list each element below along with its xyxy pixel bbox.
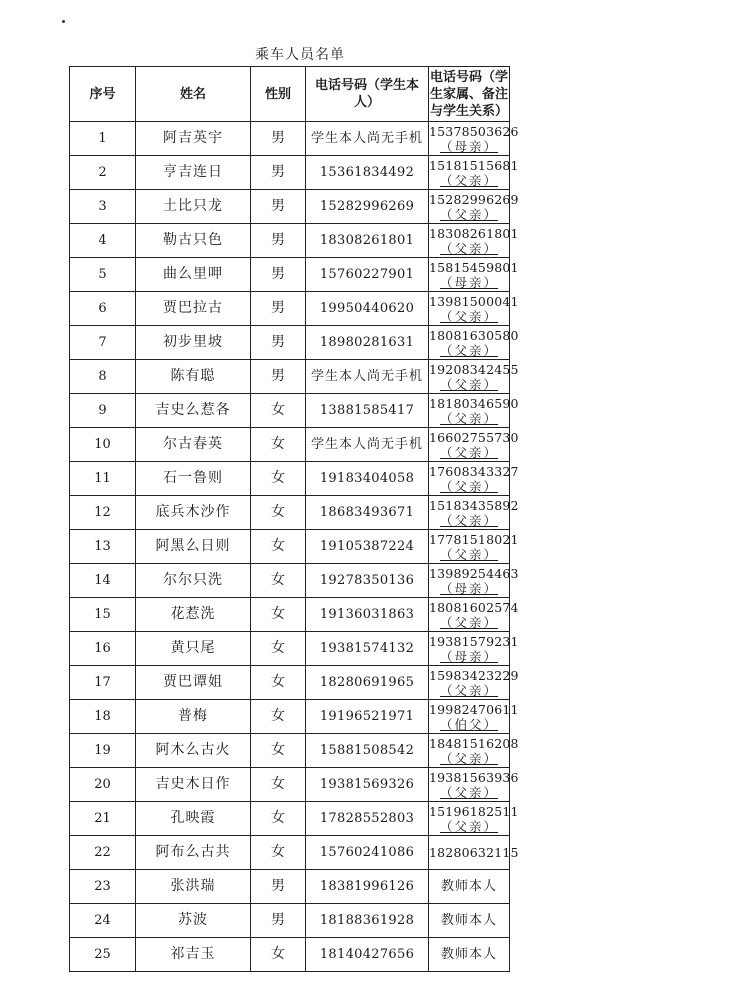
row-name: 孔映霞 xyxy=(136,802,251,836)
guardian-relation: （父亲） xyxy=(439,410,498,426)
row-index: 9 xyxy=(70,394,136,428)
row-name: 贾巴谭姐 xyxy=(136,666,251,700)
row-name: 亨吉连日 xyxy=(136,156,251,190)
row-gender: 女 xyxy=(251,428,306,462)
row-phone: 19381569326 xyxy=(306,768,429,802)
table-row xyxy=(70,598,510,632)
row-index: 2 xyxy=(70,156,136,190)
row-index: 20 xyxy=(70,768,136,802)
guardian-phone-number: 18280632115 xyxy=(429,845,519,860)
row-gender: 男 xyxy=(251,190,306,224)
guardian-relation: （母亲） xyxy=(439,648,498,664)
row-index: 13 xyxy=(70,530,136,564)
header-name: 姓名 xyxy=(136,67,251,122)
row-index: 5 xyxy=(70,258,136,292)
row-guardian-phone xyxy=(429,632,519,666)
row-index: 11 xyxy=(70,462,136,496)
row-phone: 19381574132 xyxy=(306,632,429,666)
guardian-phone-number: 15378503626 xyxy=(429,123,519,139)
table-row xyxy=(70,292,510,326)
row-index: 23 xyxy=(70,870,136,904)
row-gender: 男 xyxy=(251,156,306,190)
row-gender: 女 xyxy=(251,836,306,870)
row-name: 石一鲁则 xyxy=(136,462,251,496)
row-gender: 女 xyxy=(251,802,306,836)
row-name: 贾巴拉古 xyxy=(136,292,251,326)
header-phone-guardian: 电话号码（学生家属、备注与学生关系） xyxy=(429,67,510,122)
row-gender: 女 xyxy=(251,394,306,428)
row-gender: 男 xyxy=(251,360,306,394)
row-phone: 18381996126 xyxy=(306,870,429,904)
row-gender: 女 xyxy=(251,632,306,666)
row-gender: 女 xyxy=(251,530,306,564)
row-guardian-phone xyxy=(429,224,519,258)
row-name: 勒古只色 xyxy=(136,224,251,258)
guardian-phone-number: 19208342455 xyxy=(429,361,519,377)
row-guardian-phone xyxy=(429,292,519,326)
row-index: 14 xyxy=(70,564,136,598)
guardian-phone-number: 15183435892 xyxy=(429,497,519,513)
row-name: 张洪瑞 xyxy=(136,870,251,904)
table-row xyxy=(70,394,510,428)
guardian-relation: （父亲） xyxy=(439,308,498,324)
row-phone: 15881508542 xyxy=(306,734,429,768)
guardian-phone-number: 教师本人 xyxy=(440,913,497,928)
guardian-relation: （父亲） xyxy=(439,444,498,460)
row-gender: 男 xyxy=(251,326,306,360)
table-row xyxy=(70,666,510,700)
passenger-table xyxy=(69,66,519,972)
guardian-relation: （伯父） xyxy=(439,716,498,732)
guardian-phone-number: 19381579231 xyxy=(429,633,519,649)
table-row xyxy=(70,632,510,666)
row-guardian-phone xyxy=(429,768,519,802)
row-phone: 18308261801 xyxy=(306,224,429,258)
row-phone: 19278350136 xyxy=(306,564,429,598)
guardian-relation: （父亲） xyxy=(439,376,498,392)
row-index: 19 xyxy=(70,734,136,768)
guardian-relation: （父亲） xyxy=(439,546,498,562)
table-row xyxy=(70,122,510,156)
row-index: 16 xyxy=(70,632,136,666)
row-phone: 学生本人尚无手机 xyxy=(306,428,429,462)
table-row xyxy=(70,258,510,292)
row-gender: 男 xyxy=(251,904,306,938)
row-gender: 女 xyxy=(251,938,306,972)
row-guardian-phone xyxy=(429,598,519,632)
guardian-phone-number: 17608343327 xyxy=(429,463,519,479)
row-phone: 19950440620 xyxy=(306,292,429,326)
row-index: 22 xyxy=(70,836,136,870)
row-gender: 女 xyxy=(251,564,306,598)
row-guardian-phone xyxy=(429,870,510,904)
guardian-phone-number: 19381563936 xyxy=(429,769,519,785)
header-phone-self: 电话号码（学生本人） xyxy=(306,67,429,122)
guardian-relation: （父亲） xyxy=(439,750,498,766)
row-name: 吉史木日作 xyxy=(136,768,251,802)
table-row xyxy=(70,836,510,870)
row-guardian-phone xyxy=(429,156,519,190)
row-gender: 男 xyxy=(251,258,306,292)
guardian-relation: （母亲） xyxy=(439,138,498,154)
guardian-phone-number: 教师本人 xyxy=(440,947,497,962)
row-guardian-phone xyxy=(429,938,510,972)
row-name: 尔古春英 xyxy=(136,428,251,462)
row-name: 尔尔只洗 xyxy=(136,564,251,598)
table-row xyxy=(70,462,510,496)
row-phone: 学生本人尚无手机 xyxy=(306,122,429,156)
guardian-phone-number: 15815459801 xyxy=(429,259,519,275)
row-index: 7 xyxy=(70,326,136,360)
table-row xyxy=(70,870,510,904)
guardian-phone-number: 18308261801 xyxy=(429,225,519,241)
row-phone: 18980281631 xyxy=(306,326,429,360)
row-gender: 女 xyxy=(251,700,306,734)
row-gender: 男 xyxy=(251,122,306,156)
row-guardian-phone xyxy=(429,258,519,292)
row-gender: 男 xyxy=(251,292,306,326)
row-phone: 18140427656 xyxy=(306,938,429,972)
row-name: 土比只龙 xyxy=(136,190,251,224)
guardian-phone-number: 13981500041 xyxy=(429,293,519,309)
table-row xyxy=(70,734,510,768)
guardian-phone-number: 教师本人 xyxy=(440,879,497,894)
row-name: 苏波 xyxy=(136,904,251,938)
row-index: 21 xyxy=(70,802,136,836)
table-row xyxy=(70,768,510,802)
row-index: 3 xyxy=(70,190,136,224)
row-gender: 女 xyxy=(251,462,306,496)
row-name: 阿木么古火 xyxy=(136,734,251,768)
row-phone: 17828552803 xyxy=(306,802,429,836)
row-gender: 女 xyxy=(251,734,306,768)
row-phone: 18683493671 xyxy=(306,496,429,530)
guardian-relation: （父亲） xyxy=(439,818,498,834)
row-phone: 13881585417 xyxy=(306,394,429,428)
guardian-phone-number: 17781518021 xyxy=(429,531,519,547)
guardian-phone-number: 18481516208 xyxy=(429,735,519,751)
row-guardian-phone xyxy=(429,360,519,394)
guardian-phone-number: 18081602574 xyxy=(429,599,519,615)
guardian-relation: （父亲） xyxy=(439,240,498,256)
row-phone: 15361834492 xyxy=(306,156,429,190)
row-index: 24 xyxy=(70,904,136,938)
table-body xyxy=(70,122,519,972)
row-phone: 15760241086 xyxy=(306,836,429,870)
row-index: 12 xyxy=(70,496,136,530)
scan-speck xyxy=(62,20,65,23)
table-header-row xyxy=(70,67,510,122)
row-guardian-phone xyxy=(429,734,519,768)
header-gender: 性别 xyxy=(251,67,306,122)
guardian-phone-number: 13989254463 xyxy=(429,565,519,581)
row-guardian-phone xyxy=(429,326,519,360)
row-name: 底兵木沙作 xyxy=(136,496,251,530)
table-row xyxy=(70,802,510,836)
row-phone: 19105387224 xyxy=(306,530,429,564)
row-phone: 18188361928 xyxy=(306,904,429,938)
guardian-phone-number: 15196182511 xyxy=(429,803,519,819)
guardian-phone-number: 18180346590 xyxy=(429,395,519,411)
guardian-relation: （父亲） xyxy=(439,784,498,800)
guardian-relation: （父亲） xyxy=(439,614,498,630)
row-phone: 18280691965 xyxy=(306,666,429,700)
row-index: 10 xyxy=(70,428,136,462)
guardian-phone-number: 15282996269 xyxy=(429,191,519,207)
row-index: 17 xyxy=(70,666,136,700)
table-row xyxy=(70,904,510,938)
row-guardian-phone xyxy=(429,530,519,564)
row-phone: 学生本人尚无手机 xyxy=(306,360,429,394)
row-index: 18 xyxy=(70,700,136,734)
row-name: 普梅 xyxy=(136,700,251,734)
row-guardian-phone xyxy=(429,122,519,156)
table-row xyxy=(70,496,510,530)
row-guardian-phone xyxy=(429,904,510,938)
row-name: 曲么里呷 xyxy=(136,258,251,292)
row-name: 花惹洗 xyxy=(136,598,251,632)
row-index: 8 xyxy=(70,360,136,394)
row-gender: 女 xyxy=(251,666,306,700)
guardian-relation: （母亲） xyxy=(439,274,498,290)
row-name: 初步里坡 xyxy=(136,326,251,360)
row-phone: 19183404058 xyxy=(306,462,429,496)
row-gender: 男 xyxy=(251,224,306,258)
header-index: 序号 xyxy=(70,67,136,122)
row-guardian-phone xyxy=(429,564,519,598)
row-phone: 19196521971 xyxy=(306,700,429,734)
guardian-phone-number: 18081630580 xyxy=(429,327,519,343)
row-index: 15 xyxy=(70,598,136,632)
row-guardian-phone xyxy=(429,190,519,224)
guardian-phone-number: 16602755730 xyxy=(429,429,519,445)
row-gender: 男 xyxy=(251,870,306,904)
table-row xyxy=(70,530,510,564)
row-name: 祁吉玉 xyxy=(136,938,251,972)
row-guardian-phone xyxy=(429,666,519,700)
row-guardian-phone xyxy=(429,428,519,462)
table-row xyxy=(70,326,510,360)
row-guardian-phone xyxy=(429,496,519,530)
row-phone: 15760227901 xyxy=(306,258,429,292)
table-row xyxy=(70,564,510,598)
guardian-phone-number: 19982470611 xyxy=(429,701,519,717)
row-name: 吉史么惹各 xyxy=(136,394,251,428)
row-index: 1 xyxy=(70,122,136,156)
row-index: 6 xyxy=(70,292,136,326)
row-guardian-phone xyxy=(429,836,519,870)
guardian-relation: （父亲） xyxy=(439,478,498,494)
guardian-relation: （父亲） xyxy=(439,342,498,358)
table-row xyxy=(70,156,510,190)
row-name: 黄只尾 xyxy=(136,632,251,666)
guardian-relation: （母亲） xyxy=(439,580,498,596)
row-guardian-phone xyxy=(429,802,519,836)
table-row xyxy=(70,428,510,462)
row-name: 阿黑么日则 xyxy=(136,530,251,564)
table-row xyxy=(70,938,510,972)
document-title: 乘车人员名单 xyxy=(255,47,345,63)
guardian-phone-number: 15983423229 xyxy=(429,667,519,683)
row-name: 阿吉英宇 xyxy=(136,122,251,156)
table-row xyxy=(70,224,510,258)
row-gender: 女 xyxy=(251,496,306,530)
row-guardian-phone xyxy=(429,462,519,496)
guardian-relation: （父亲） xyxy=(439,172,498,188)
guardian-relation: （父亲） xyxy=(439,682,498,698)
row-guardian-phone xyxy=(429,700,519,734)
row-guardian-phone xyxy=(429,394,519,428)
row-name: 陈有聪 xyxy=(136,360,251,394)
table-row xyxy=(70,700,510,734)
row-gender: 女 xyxy=(251,768,306,802)
row-phone: 19136031863 xyxy=(306,598,429,632)
guardian-relation: （父亲） xyxy=(439,206,498,222)
guardian-phone-number: 15181515681 xyxy=(429,157,519,173)
row-index: 25 xyxy=(70,938,136,972)
row-gender: 女 xyxy=(251,598,306,632)
guardian-relation: （父亲） xyxy=(439,512,498,528)
row-index: 4 xyxy=(70,224,136,258)
row-phone: 15282996269 xyxy=(306,190,429,224)
row-name: 阿布么古共 xyxy=(136,836,251,870)
table-row xyxy=(70,190,510,224)
table-row xyxy=(70,360,510,394)
